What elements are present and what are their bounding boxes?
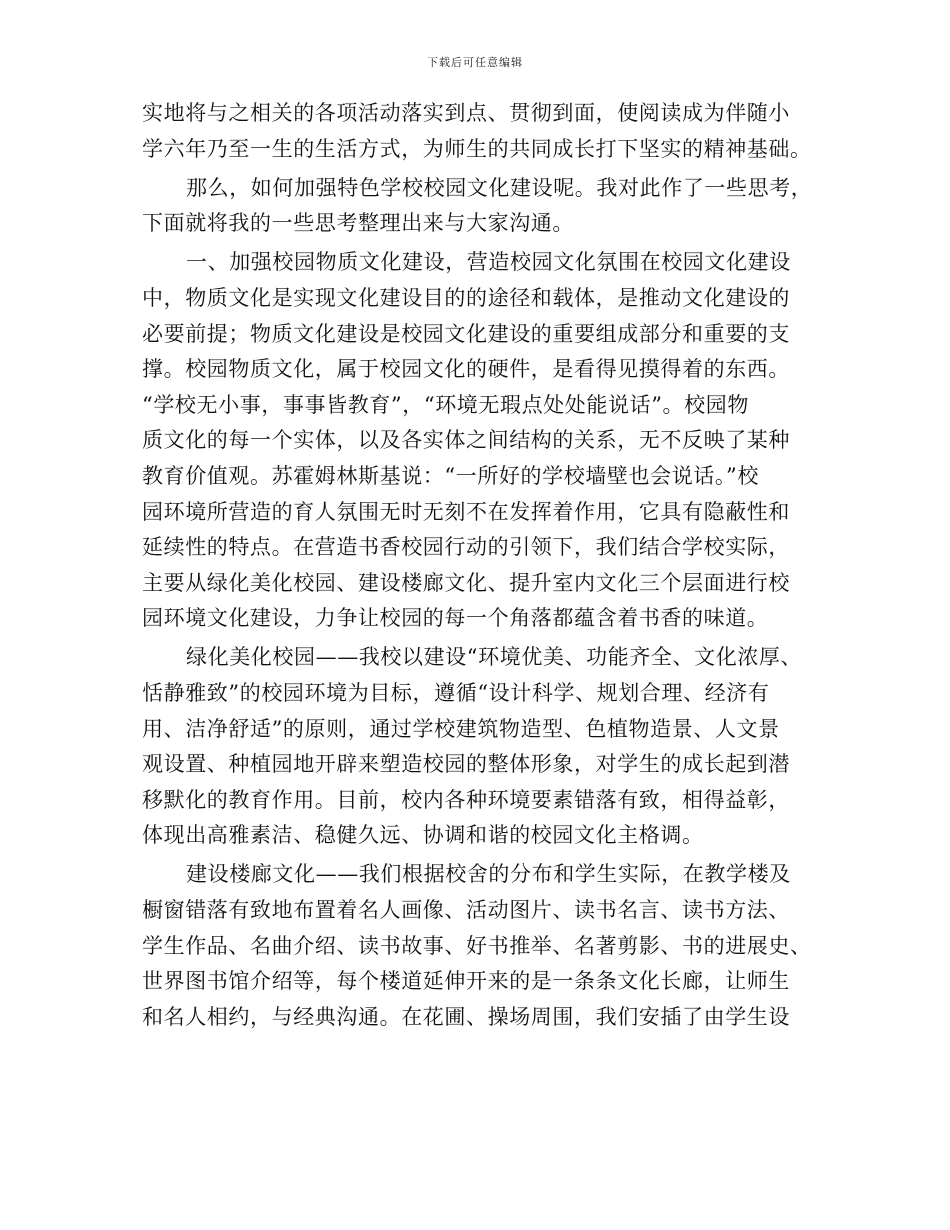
text-line: 恬静雅致”的校园环境为目标，遵循“设计科学、规划合理、经济有: [142, 681, 770, 705]
text-line: 下面就将我的一些思考整理出来与大家沟通。: [142, 211, 574, 236]
text-line: 撑。校园物质文化，属于校园文化的硬件，是看得见摸得着的东西。: [142, 357, 790, 382]
text-line: 园环境所营造的育人氛围无时无刻不在发挥着作用，它具有隐蔽性和: [142, 499, 790, 524]
text-line: 质文化的每一个实体，以及各实体之间结构的关系，无不反映了某种: [142, 428, 790, 453]
text-line: 橱窗错落有致地布置着名人画像、活动图片、读书名言、读书方法、: [142, 898, 790, 923]
text-line: 那么，如何加强特色学校校园文化建设呢。我对此作了一些思考，: [186, 175, 813, 200]
paragraph: [142, 96, 822, 167]
paragraph: [142, 640, 822, 854]
text-line: 园环境文化建设，力争让校园的每一个角落都蕴含着书香的味道。: [142, 606, 769, 631]
text-line: 移默化的教育作用。目前，校内各种环境要素错落有致，相得益彰，: [142, 787, 790, 812]
text-line: 世界图书馆介绍等，每个楼道延伸开来的是一条条文化长廊，让师生: [142, 969, 790, 994]
text-line: 绿化美化校园——我校以建设“环境优美、功能齐全、文化浓厚、: [186, 645, 803, 670]
document-body: [142, 96, 822, 1035]
text-line: 中，物质文化是实现文化建设目的的途径和载体，是推动文化建设的: [142, 285, 790, 310]
text-line: 一、加强校园物质文化建设，营造校园文化氛围在校园文化建设: [186, 250, 791, 275]
text-line: 观设置、种植园地开辟来塑造校园的整体形象，对学生的成长起到潜: [142, 752, 790, 777]
text-line: 学六年乃至一生的生活方式，为师生的共同成长打下坚实的精神基础。: [142, 136, 812, 161]
paragraph: [142, 245, 822, 637]
text-line: 学生作品、名曲介绍、读书故事、好书推举、名著剪影、书的进展史、: [142, 933, 812, 958]
page-header-note: 下载后可任意编辑: [427, 56, 523, 69]
text-line: 用、洁净舒适”的原则，通过学校建筑物造型、色植物造景、人文景: [142, 716, 780, 741]
text-line: 和名人相约，与经典沟通。在花圃、操场周围，我们安插了由学生设: [142, 1004, 790, 1029]
text-line: 主要从绿化美化校园、建设楼廊文化、提升室内文化三个层面进行校: [142, 570, 790, 595]
text-line: 实地将与之相关的各项活动落实到点、贯彻到面，使阅读成为伴随小: [142, 101, 790, 125]
text-line: 教育价值观。苏霍姆林斯基说：“一所好的学校墙壁也会说话。”校: [142, 463, 759, 488]
paragraph: [142, 171, 822, 242]
text-line: 必要前提；物质文化建设是校园文化建设的重要组成部分和重要的支: [142, 321, 790, 346]
text-line: “学校无小事，事事皆教育”，“环境无瑕点处处能说话”。校园物: [142, 392, 749, 417]
paragraph: [142, 857, 822, 1035]
text-line: 建设楼廊文化——我们根据校舍的分布和学生实际，在教学楼及: [186, 862, 791, 887]
text-line: 延续性的特点。在营造书香校园行动的引领下，我们结合学校实际，: [142, 535, 790, 560]
text-line: 体现出高雅素洁、稳健久远、协调和谐的校园文化主格调。: [142, 823, 704, 848]
